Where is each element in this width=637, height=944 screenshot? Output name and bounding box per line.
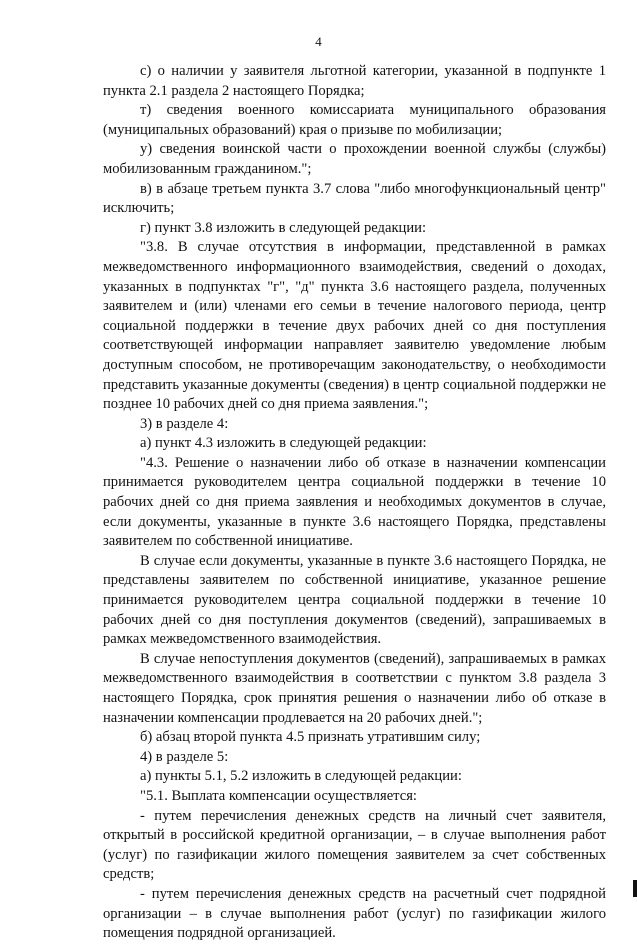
paragraph-amendment-a-5: а) пункты 5.1, 5.2 изложить в следующей редакции: (140, 768, 462, 785)
paragraph-amendment-b: б) абзац второй пункта 4.5 признать утратившим силу; (140, 729, 481, 746)
page-number: 4 (315, 34, 322, 49)
paragraph-subitem-u: у) сведения воинской части о прохождении военной службы (службы) мобилизованным гражданином."; (103, 141, 606, 177)
paragraph-section-5: 4) в разделе 5: (140, 748, 229, 765)
page-edge-mark (633, 880, 637, 897)
paragraph-payment-method-1: - путем перечисления денежных средств на личный счет заявителя, открытый в российской кредитной организации, – в случае выполнения работ (услуг) по газификации жилого помещения заявителем за счет собственных средств; (103, 807, 606, 883)
paragraph-section-4: 3) в разделе 4: (140, 415, 229, 432)
paragraph-clause-5-1: "5.1. Выплата компенсации осуществляется: (140, 787, 417, 804)
paragraph-amendment-v: в) в абзаце третьем пункта 3.7 слова "либо многофункциональный центр" исключить; (103, 180, 606, 217)
paragraph-subitem-s: с) о наличии у заявителя льготной категории, указанной в подпункте 1 пункта 2.1 раздела 2 настоящего Порядка; (103, 63, 606, 99)
paragraph-clause-3-8: "3.8. В случае отсутствия в информации, представленной в рамках межведомственного информационного взаимодействия, сведений о доходах, указанных в подпунктах "г", "д" пункта 3.6 настоящего раздела, полученных заявителем и (или) членами его семьи в течение налогового периода, центр социальной поддержки в течение двух рабочих дней со дня поступления соответствующей информации направляет заявителю уведомление любым доступным способом, не противоречащим законодательству, о необходимости представить указанные документы (сведения) в центр социальной поддержки не позднее 10 рабочих дней со дня приема заявления."; (103, 239, 606, 413)
paragraph-subitem-t: т) сведения военного комиссариата муниципального образования (муниципальных образований) края о призыве по мобилизации; (103, 102, 606, 138)
paragraph-amendment-a-4-3: а) пункт 4.3 изложить в следующей редакции: (140, 435, 427, 452)
paragraph-clause-4-3: "4.3. Решение о назначении либо об отказе в назначении компенсации принимается руководителем центра социальной поддержки в течение 10 рабочих дней со дня приема заявления и необходимых документов в случае, если документы, указанные в пункте 3.6 настоящего Порядка, представлены заявителем по собственной инициативе. (103, 454, 606, 550)
paragraph-clause-4-3-case-3: В случае непоступления документов (сведений), запрашиваемых в рамках межведомственного взаимодействия в соответствии с пунктом 3.8 раздела 3 настоящего Порядка, срок принятия решения о назначении либо об отказе в назначении компенсации продлевается на 20 рабочих дней."; (103, 650, 606, 726)
paragraph-clause-4-3-case-2: В случае если документы, указанные в пункте 3.6 настоящего Порядка, не представлены заявителем по собственной инициативе, указанное решение принимается руководителем центра социальной поддержки в течение 10 рабочих дней со дня поступления документов (сведений), запрашиваемых в рамках межведомственного взаимодействия. (103, 552, 606, 648)
paragraph-amendment-g: г) пункт 3.8 изложить в следующей редакции: (140, 219, 427, 236)
document-body (103, 62, 606, 944)
paragraph-payment-method-2: - путем перечисления денежных средств на расчетный счет подрядной организации – в случае выполнения работ (услуг) по газификации жилого помещения подрядной организацией. (103, 885, 606, 942)
